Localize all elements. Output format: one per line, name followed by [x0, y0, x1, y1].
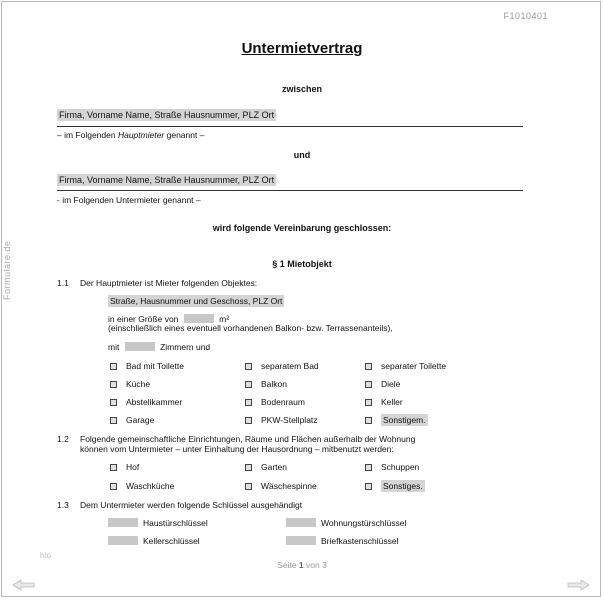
size-note: (einschließlich eines eventuell vorhandenen Balkon- bzw. Terrassenanteils), [108, 323, 393, 333]
option-label: Balkon [261, 379, 287, 389]
option-label: Sonstigem. [383, 415, 426, 425]
option-label: Garten [261, 462, 287, 472]
option-label: Bad mit Toilette [126, 361, 184, 371]
option-label: Abstellkammer [126, 397, 183, 407]
rooms-pre: mit [108, 342, 120, 352]
size-input[interactable] [184, 314, 214, 323]
page-current: 1 [298, 560, 304, 570]
checkbox-icon [365, 483, 372, 490]
rooms-input[interactable] [125, 342, 155, 351]
next-page-arrow-icon[interactable] [566, 579, 590, 591]
checkbox-hof[interactable] [110, 462, 139, 472]
checkbox-garage[interactable] [110, 415, 154, 425]
checkbox-icon [245, 483, 252, 490]
checkbox-sonstigem[interactable] [365, 415, 428, 425]
landlord-field[interactable] [57, 110, 276, 120]
checkbox-icon [110, 464, 117, 471]
size-unit: m² [219, 314, 230, 324]
tenant-field[interactable] [57, 175, 276, 185]
option-label: separatem Bad [261, 361, 319, 371]
key-haustuer[interactable] [108, 518, 208, 528]
page-indicator [0, 560, 604, 570]
landlord-note [57, 130, 204, 140]
key-label: Kellerschlüssel [143, 536, 200, 546]
option-label: Diele [381, 379, 401, 389]
checkbox-icon [110, 399, 117, 406]
object-address-text: Straße, Hausnummer und Geschoss, PLZ Ort [110, 296, 283, 306]
object-address-field[interactable] [108, 296, 284, 306]
checkbox-sonstiges[interactable] [365, 481, 425, 491]
landlord-note-pre: – im Folgenden [57, 130, 118, 140]
checkbox-icon [245, 417, 252, 424]
checkbox-waschkueche[interactable] [110, 481, 174, 491]
between-label: zwischen [281, 84, 322, 94]
checkbox-separatem-bad[interactable] [245, 361, 319, 371]
checkbox-bad-mit-toilette[interactable] [110, 361, 184, 371]
option-label: PKW-Stellplatz [261, 415, 318, 425]
checkbox-balkon[interactable] [245, 379, 287, 389]
checkbox-diele[interactable] [365, 379, 400, 389]
landlord-note-post: genannt – [164, 130, 205, 140]
checkbox-icon [245, 464, 252, 471]
checkbox-abstellkammer[interactable] [110, 397, 182, 407]
section-1-title: § 1 Mietobjekt [272, 259, 332, 269]
form-id: F1010401 [503, 11, 548, 21]
option-label: Garage [126, 415, 155, 425]
checkbox-icon [110, 381, 117, 388]
checkbox-icon [365, 399, 372, 406]
s1-2-line1: Folgende gemeinschaftliche Einrichtungen, Räume und Flächen außerhalb der Wohnung [80, 434, 416, 444]
checkbox-kueche[interactable] [110, 379, 150, 389]
key-count-input[interactable] [108, 518, 138, 527]
checkbox-icon [110, 363, 117, 370]
checkbox-separater-toilette[interactable] [365, 361, 446, 371]
checkbox-icon [365, 464, 372, 471]
rooms-line [108, 342, 210, 352]
key-count-input[interactable] [108, 536, 138, 545]
and-label: und [293, 150, 311, 160]
s1-1-number: 1.1 [57, 278, 69, 288]
landlord-line [57, 126, 523, 127]
key-label: Wohnungstürschlüssel [321, 518, 407, 528]
checkbox-icon [110, 417, 117, 424]
key-count-input[interactable] [286, 536, 316, 545]
option-label: Keller [381, 397, 403, 407]
key-briefkasten[interactable] [286, 536, 398, 546]
landlord-field-text: Firma, Vorname Name, Straße Hausnummer, PLZ Ort [59, 110, 275, 120]
option-label: Schuppen [381, 462, 420, 472]
landlord-note-role: Hauptmieter [117, 130, 165, 140]
checkbox-icon [245, 381, 252, 388]
key-label: Briefkastenschlüssel [321, 536, 399, 546]
option-label: separater Toilette [381, 361, 447, 371]
checkbox-icon [110, 483, 117, 490]
tenant-note: - im Folgenden Untermieter genannt – [57, 195, 201, 205]
checkbox-keller[interactable] [365, 397, 403, 407]
page-total: 3 [322, 560, 327, 570]
size-pre: in einer Größe von [108, 314, 179, 324]
s1-3-number: 1.3 [57, 500, 69, 510]
checkbox-icon [245, 363, 252, 370]
option-label: Küche [126, 379, 151, 389]
key-count-input[interactable] [286, 518, 316, 527]
page-pre: Seite [277, 560, 299, 570]
page-mid: von [303, 560, 323, 570]
key-wohnungstuer[interactable] [286, 518, 406, 528]
faded-text: hto [40, 551, 52, 560]
checkbox-garten[interactable] [245, 462, 287, 472]
checkbox-schuppen[interactable] [365, 462, 419, 472]
checkbox-waeschespinne[interactable] [245, 481, 317, 491]
tenant-line [57, 190, 523, 191]
rooms-post: Zimmern und [160, 342, 211, 352]
checkbox-icon [365, 363, 372, 370]
s1-2-line2: können vom Untermieter – unter Einhaltung der Hausordnung – mitbenutzt werden: [80, 444, 394, 454]
key-label: Haustürschlüssel [143, 518, 208, 528]
checkbox-icon [365, 417, 372, 424]
checkbox-icon [245, 399, 252, 406]
s1-3-text: Dem Untermieter werden folgende Schlüssel ausgehändigt [80, 500, 303, 510]
previous-page-arrow-icon[interactable] [12, 579, 36, 591]
tenant-field-text: Firma, Vorname Name, Straße Hausnummer, PLZ Ort [59, 175, 275, 185]
checkbox-icon [365, 381, 372, 388]
option-label: Bodenraum [261, 397, 305, 407]
key-keller[interactable] [108, 536, 200, 546]
document-title: Untermietvertrag [241, 40, 363, 57]
s1-2-number: 1.2 [57, 434, 69, 444]
checkbox-bodenraum[interactable] [245, 397, 305, 407]
watermark: Formulare.de [2, 240, 12, 300]
agreement-text: wird folgende Vereinbarung geschlossen: [212, 223, 392, 233]
option-label: Sonstiges. [383, 481, 423, 491]
option-label: Waschküche [126, 481, 175, 491]
option-label: Wäschespinne [261, 481, 317, 491]
option-label: Hof [126, 462, 140, 472]
s1-1-text: Der Hauptmieter ist Mieter folgenden Objektes: [80, 278, 258, 288]
checkbox-pkw-stellplatz[interactable] [245, 415, 318, 425]
